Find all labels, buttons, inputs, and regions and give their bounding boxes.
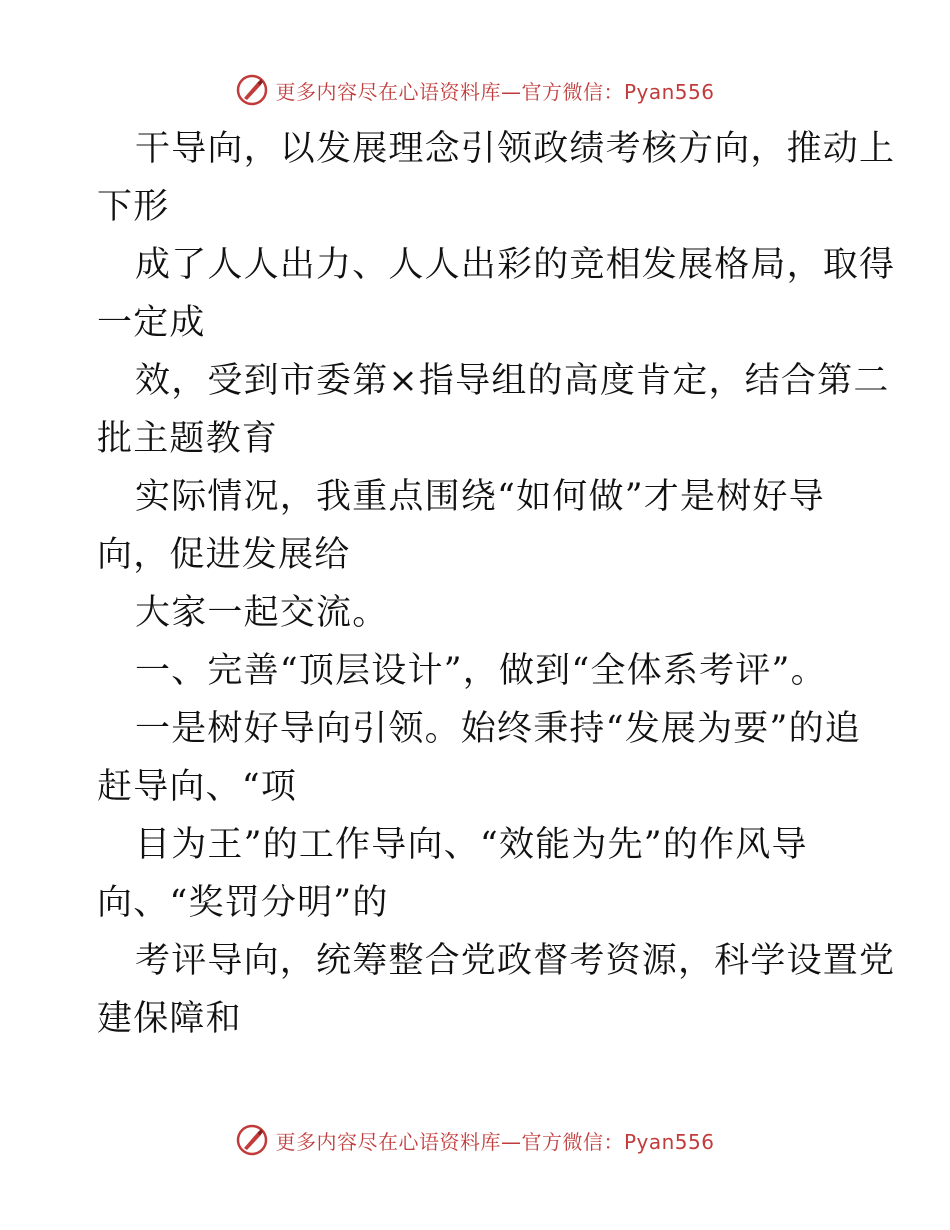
text-line: 考评导向，统筹整合党政督考资源，科学设置党: [135, 941, 896, 981]
text-line: 赶导向、“项: [97, 767, 298, 807]
text-line: 向、“奖罚分明”的: [97, 883, 389, 923]
watermark-wechat: 官方微信：Pyan556: [521, 79, 715, 104]
watermark-text: [275, 76, 714, 105]
watermark-text: [275, 1126, 714, 1155]
pen-logo-icon: [235, 1123, 269, 1157]
text-line: 成了人人出力、人人出彩的竞相发展格局，取得: [135, 245, 896, 285]
text-line: 一是树好导向引领。始终秉持“发展为要”的追: [135, 709, 861, 749]
text-line: 向，促进发展给: [97, 535, 351, 575]
text-line: 目为王”的工作导向、“效能为先”的作风导: [135, 825, 808, 865]
document-body: [97, 120, 896, 1048]
text-line: 一定成: [97, 303, 206, 343]
watermark-separator: —: [500, 79, 522, 104]
text-line: 干导向，以发展理念引领政绩考核方向，推动上: [135, 129, 896, 169]
footer-watermark: [0, 1120, 950, 1160]
header-watermark: [0, 70, 950, 110]
watermark-separator: —: [500, 1129, 522, 1154]
text-line: 效，受到市委第×指导组的高度肯定，结合第二: [135, 361, 890, 401]
watermark-site: 更多内容尽在心语资料库: [275, 1129, 501, 1154]
text-line: 一、完善“顶层设计”，做到“全体系考评”。: [135, 651, 827, 691]
text-line: 下形: [97, 187, 170, 227]
text-line: 大家一起交流。: [135, 593, 389, 633]
text-line: 建保障和: [97, 999, 242, 1039]
pen-logo-icon: [235, 73, 269, 107]
watermark-site: 更多内容尽在心语资料库: [275, 79, 501, 104]
text-line: 批主题教育: [97, 419, 279, 459]
watermark-wechat: 官方微信：Pyan556: [521, 1129, 715, 1154]
text-line: 实际情况，我重点围绕“如何做”才是树好导: [135, 477, 825, 517]
